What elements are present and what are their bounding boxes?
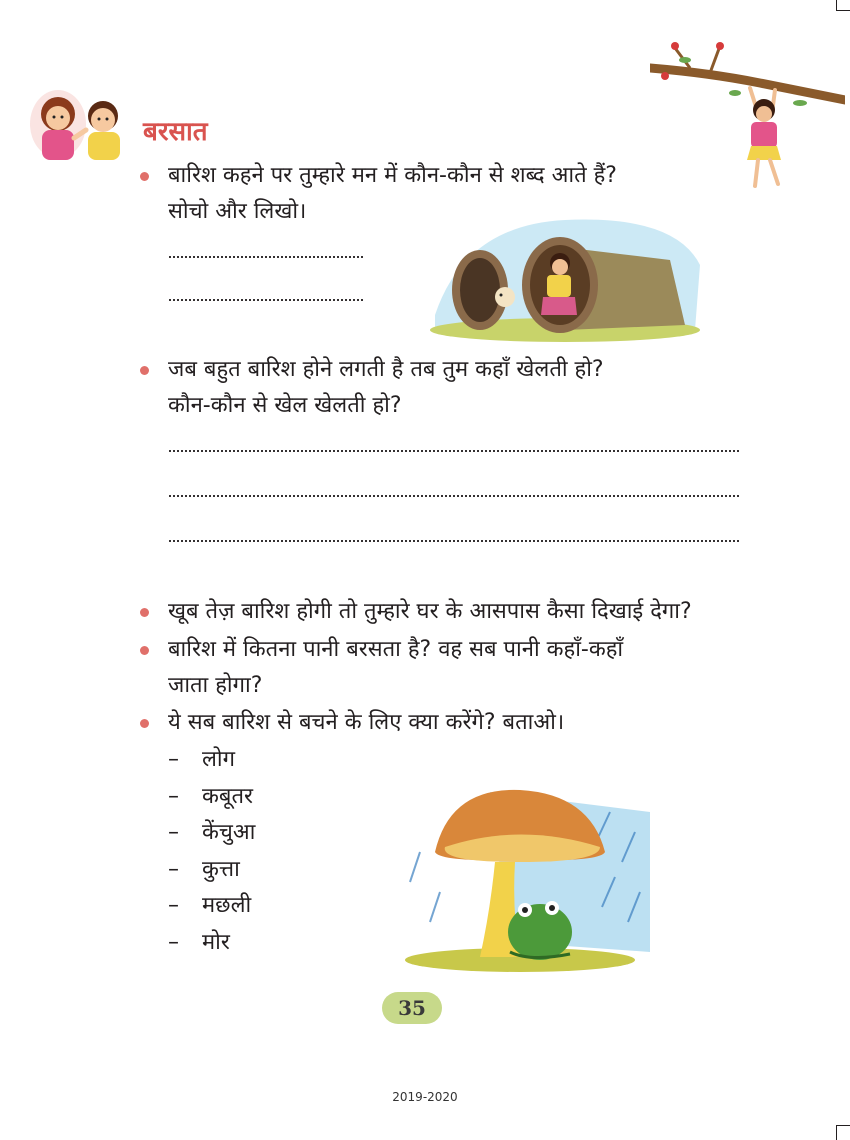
- footer-year: 2019-2020: [392, 1090, 458, 1104]
- children-talking-illustration: [28, 86, 134, 162]
- answer-line[interactable]: [168, 299, 364, 301]
- list-dash: –: [168, 929, 179, 955]
- question-line: कौन-कौन से खेल खेलती हो?: [168, 393, 402, 418]
- crop-mark: [836, 1125, 850, 1126]
- list-dash: –: [168, 893, 179, 918]
- girl-in-pipe-illustration: [425, 205, 707, 345]
- question-5: [140, 705, 760, 741]
- list-item: [168, 815, 255, 852]
- answer-line[interactable]: [168, 450, 740, 452]
- section-title: बरसात: [143, 117, 208, 147]
- list-item-label: मोर: [202, 929, 230, 955]
- question-line: सोचो और लिखो।: [168, 199, 307, 224]
- list-item-label: कुत्ता: [202, 856, 240, 882]
- question-line: जब बहुत बारिश होने लगती है तब तुम कहाँ खेलती हो?: [168, 357, 604, 382]
- question-2: [140, 352, 720, 424]
- answer-line[interactable]: [168, 495, 740, 497]
- page-number-badge: 35: [382, 992, 442, 1024]
- frog-under-mushroom-illustration: [400, 782, 655, 977]
- list-item: [168, 925, 255, 962]
- bullet-icon: [140, 646, 149, 655]
- list-item-label: लोग: [202, 747, 236, 772]
- list-item-label: मछली: [202, 893, 252, 918]
- list-dash: –: [168, 783, 179, 809]
- question-3: [140, 594, 760, 630]
- list-dash: –: [168, 820, 179, 845]
- crop-mark: [836, 1125, 837, 1140]
- list-item: [168, 742, 255, 779]
- question-line: बारिश कहने पर तुम्हारे मन में कौन-कौन से शब्द आते हैं?: [168, 163, 617, 188]
- answer-line[interactable]: [168, 256, 364, 258]
- list-dash: –: [168, 747, 179, 772]
- question-line: खूब तेज़ बारिश होगी तो तुम्हारे घर के आसपास कैसा दिखाई देगा?: [168, 599, 692, 624]
- bullet-icon: [140, 172, 149, 181]
- animal-list: [168, 742, 255, 961]
- crop-mark: [836, 0, 837, 10]
- question-4: [140, 632, 760, 704]
- bullet-icon: [140, 608, 149, 617]
- bullet-icon: [140, 366, 149, 375]
- answer-line[interactable]: [168, 540, 740, 542]
- crop-mark: [836, 10, 850, 11]
- list-item-label: कबूतर: [202, 783, 253, 809]
- question-line: बारिश में कितना पानी बरसता है? वह सब पानी कहाँ-कहाँ: [168, 637, 624, 662]
- list-item: [168, 888, 255, 925]
- question-line: ये सब बारिश से बचने के लिए क्या करेंगे? बताओ।: [168, 710, 565, 735]
- list-dash: –: [168, 856, 179, 882]
- list-item: [168, 852, 255, 889]
- bullet-icon: [140, 719, 149, 728]
- list-item: [168, 779, 255, 816]
- list-item-label: केंचुआ: [202, 820, 256, 845]
- question-line: जाता होगा?: [168, 673, 263, 698]
